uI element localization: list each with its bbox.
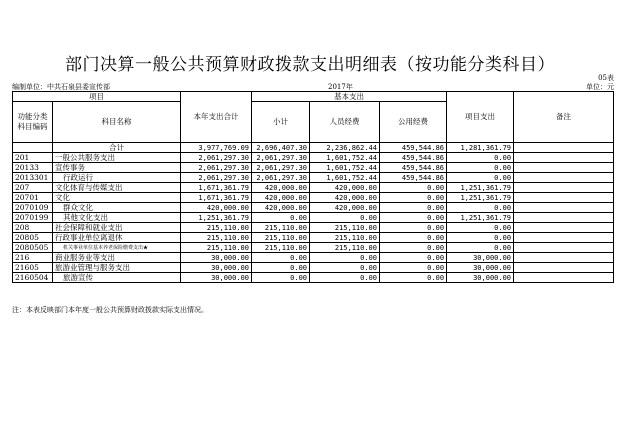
row-personnel: 1,601,752.44 [310, 153, 380, 163]
row-subtotal: 0.00 [252, 263, 310, 273]
header-subtotal: 小计 [252, 102, 310, 143]
table-row [13, 143, 614, 153]
row-remark [514, 233, 614, 243]
row-personnel: 215,110.00 [310, 233, 380, 243]
row-project: 30,000.00 [447, 263, 514, 273]
header-project-expense: 项目支出 [447, 92, 514, 143]
row-code: 207 [13, 183, 53, 193]
row-personnel: 420,000.00 [310, 193, 380, 203]
row-code: 21605 [13, 263, 53, 273]
row-personnel: 0.00 [310, 273, 380, 283]
row-personnel: 0.00 [310, 263, 380, 273]
row-remark [514, 163, 614, 173]
row-project: 0.00 [447, 223, 514, 233]
row-remark [514, 153, 614, 163]
row-personnel: 420,000.00 [310, 203, 380, 213]
row-subtotal: 2,696,407.30 [252, 143, 310, 153]
row-total: 215,110.00 [181, 233, 252, 243]
row-name: 社会保障和就业支出 [53, 223, 181, 233]
row-name: 其他文化支出 [53, 213, 181, 223]
row-subtotal: 0.00 [252, 273, 310, 283]
row-public: 459,544.86 [380, 143, 447, 153]
header-total: 本年支出合计 [181, 92, 252, 143]
table-row [13, 243, 614, 253]
row-name: 商业服务业等支出 [53, 253, 181, 263]
header-public: 公用经费 [380, 102, 447, 143]
row-remark [514, 203, 614, 213]
row-public: 459,544.86 [380, 153, 447, 163]
table-row [13, 183, 614, 193]
footnote: 注：本表反映部门本年度一般公共预算财政拨款实际支出情况。 [12, 306, 208, 314]
row-code: 20133 [13, 163, 53, 173]
row-subtotal: 0.00 [252, 253, 310, 263]
header-basic: 基本支出 [252, 92, 447, 102]
row-subtotal: 420,000.00 [252, 193, 310, 203]
table-row [13, 253, 614, 263]
row-code: 2080505 [13, 243, 53, 253]
table-row [13, 233, 614, 243]
row-public: 0.00 [380, 183, 447, 193]
row-name: 旅游宣传 [53, 273, 181, 283]
row-total: 1,251,361.79 [181, 213, 252, 223]
row-total: 420,000.00 [181, 203, 252, 213]
row-remark [514, 143, 614, 153]
table-row [13, 213, 614, 223]
row-project: 1,251,361.79 [447, 193, 514, 203]
row-project: 1,281,361.79 [447, 143, 514, 153]
header-code: 功能分类科目编码 [13, 102, 53, 143]
row-remark [514, 253, 614, 263]
header-project: 项目 [13, 92, 181, 102]
table-row [13, 273, 614, 283]
row-subtotal: 2,061,297.30 [252, 153, 310, 163]
row-remark [514, 193, 614, 203]
row-personnel: 215,110.00 [310, 223, 380, 233]
row-project: 0.00 [447, 243, 514, 253]
table-row [13, 153, 614, 163]
row-code: 2070199 [13, 213, 53, 223]
table-row [13, 173, 614, 183]
row-total: 30,000.00 [181, 273, 252, 283]
row-remark [514, 183, 614, 193]
row-personnel: 0.00 [310, 253, 380, 263]
row-total: 3,977,769.09 [181, 143, 252, 153]
row-total: 1,671,361.79 [181, 183, 252, 193]
row-name: 行政事业单位离退休 [53, 233, 181, 243]
row-public: 0.00 [380, 193, 447, 203]
header-remark: 备注 [514, 92, 614, 143]
row-subtotal: 420,000.00 [252, 203, 310, 213]
table-row [13, 223, 614, 233]
row-subtotal: 420,000.00 [252, 183, 310, 193]
row-subtotal: 215,110.00 [252, 233, 310, 243]
row-remark [514, 223, 614, 233]
row-project: 1,251,361.79 [447, 183, 514, 193]
unit-label: 单位：元 [586, 83, 614, 91]
row-name: 旅游业管理与服务支出 [53, 263, 181, 273]
table-row [13, 163, 614, 173]
row-code: 2160504 [13, 273, 53, 283]
header-subject: 科目名称 [53, 102, 181, 143]
table-row [13, 203, 614, 213]
row-project: 0.00 [447, 173, 514, 183]
row-remark [514, 263, 614, 273]
row-code: 20701 [13, 193, 53, 203]
row-project: 0.00 [447, 153, 514, 163]
row-total: 30,000.00 [181, 263, 252, 273]
row-name: 文化体育与传媒支出 [53, 183, 181, 193]
row-name: 文化 [53, 193, 181, 203]
row-code: 216 [13, 253, 53, 263]
row-remark [514, 173, 614, 183]
row-total: 2,061,297.30 [181, 173, 252, 183]
org-label: 编制单位：中共石泉县委宣传部 [12, 83, 110, 91]
row-public: 0.00 [380, 243, 447, 253]
row-name: 行政运行 [53, 173, 181, 183]
row-personnel: 0.00 [310, 213, 380, 223]
row-public: 0.00 [380, 203, 447, 213]
row-code: 20805 [13, 233, 53, 243]
row-subtotal: 215,110.00 [252, 243, 310, 253]
row-public: 0.00 [380, 223, 447, 233]
table-row [13, 263, 614, 273]
row-subtotal: 2,061,297.30 [252, 163, 310, 173]
row-total: 30,000.00 [181, 253, 252, 263]
form-number: 05表 [598, 74, 614, 82]
row-project: 1,251,361.79 [447, 213, 514, 223]
row-personnel: 1,601,752.44 [310, 163, 380, 173]
row-code: 2013301 [13, 173, 53, 183]
year-label: 2017年 [328, 83, 353, 91]
row-personnel: 420,000.00 [310, 183, 380, 193]
page-title: 部门决算一般公共预算财政拨款支出明细表（按功能分类科目） [65, 55, 555, 75]
row-name: 群众文化 [53, 203, 181, 213]
row-personnel: 215,110.00 [310, 243, 380, 253]
row-name: 机关事业单位基本养老保险缴费支出★ [53, 243, 181, 253]
row-project: 0.00 [447, 203, 514, 213]
row-code [13, 143, 53, 153]
row-name: 一般公共服务支出 [53, 153, 181, 163]
row-remark [514, 243, 614, 253]
row-project: 0.00 [447, 163, 514, 173]
header-personnel: 人员经费 [310, 102, 380, 143]
row-public: 0.00 [380, 263, 447, 273]
expense-detail-table [12, 91, 614, 283]
row-project: 0.00 [447, 233, 514, 243]
row-code: 208 [13, 223, 53, 233]
row-total: 2,061,297.30 [181, 163, 252, 173]
row-total: 215,110.00 [181, 223, 252, 233]
row-subtotal: 215,110.00 [252, 223, 310, 233]
row-personnel: 2,236,862.44 [310, 143, 380, 153]
row-personnel: 1,601,752.44 [310, 173, 380, 183]
row-subtotal: 0.00 [252, 213, 310, 223]
row-name: 宣传事务 [53, 163, 181, 173]
row-public: 459,544.86 [380, 163, 447, 173]
table-row [13, 193, 614, 203]
row-public: 0.00 [380, 213, 447, 223]
row-total: 215,110.00 [181, 243, 252, 253]
row-remark [514, 273, 614, 283]
row-project: 30,000.00 [447, 273, 514, 283]
row-public: 0.00 [380, 233, 447, 243]
row-subtotal: 2,061,297.30 [252, 173, 310, 183]
row-public: 459,544.86 [380, 173, 447, 183]
row-remark [514, 213, 614, 223]
row-public: 0.00 [380, 273, 447, 283]
row-total: 2,061,297.30 [181, 153, 252, 163]
row-project: 30,000.00 [447, 253, 514, 263]
row-name: 合计 [53, 143, 181, 153]
row-public: 0.00 [380, 253, 447, 263]
row-total: 1,671,361.79 [181, 193, 252, 203]
row-code: 2070109 [13, 203, 53, 213]
row-code: 201 [13, 153, 53, 163]
